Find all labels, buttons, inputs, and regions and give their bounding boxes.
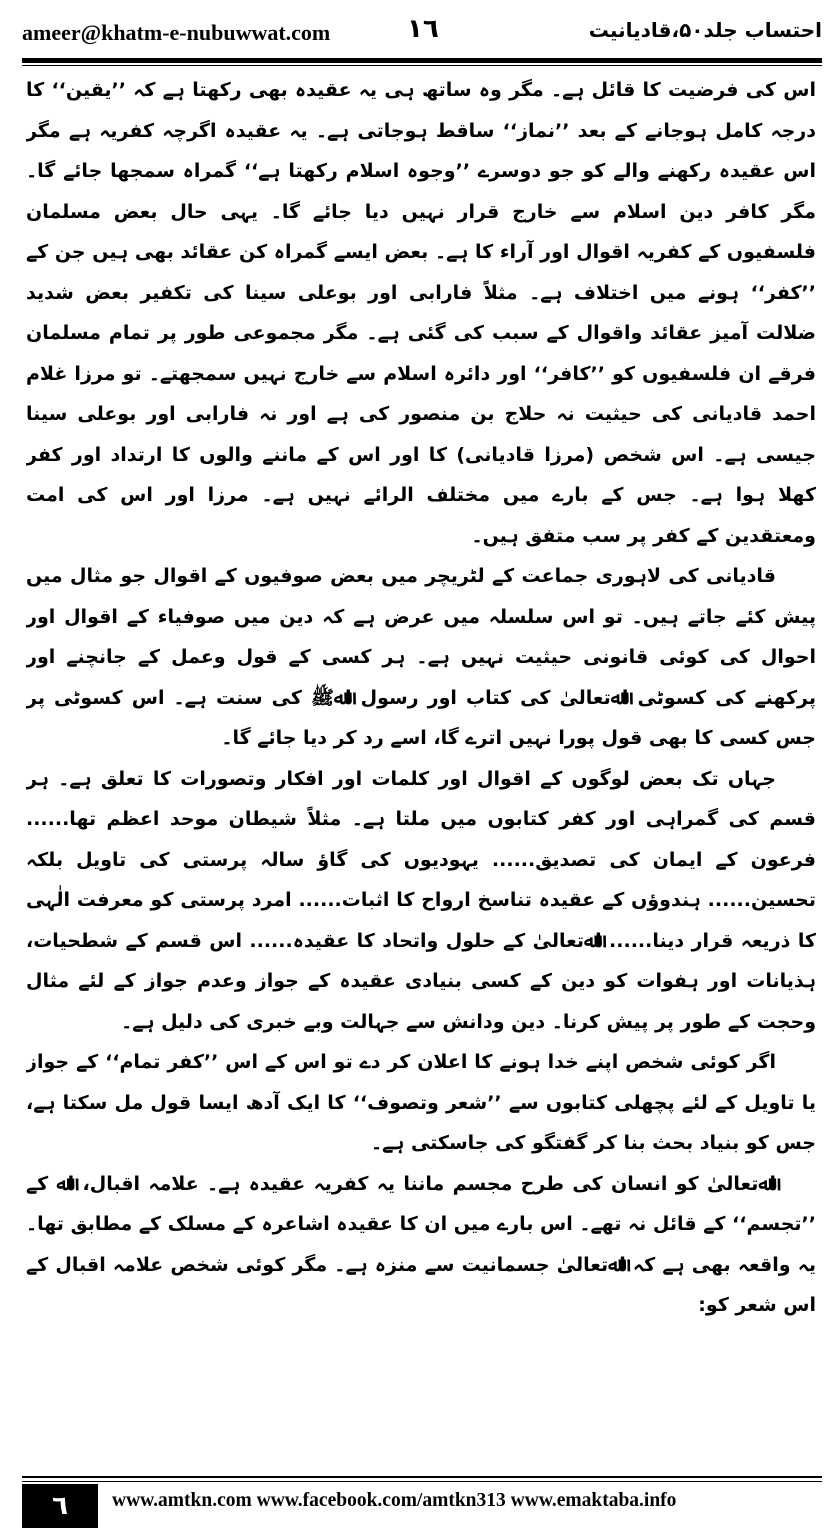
header-title: احتساب جلد۵۰،قادیانیت	[588, 18, 822, 42]
header-rule-thin	[22, 65, 822, 66]
footer-rule	[22, 1476, 822, 1478]
paragraph-5: اﷲتعالیٰ کو انسان کی طرح مجسم ماننا یہ کفریہ عقیدہ ہے۔ علامہ اقبال، اﷲ کے ’’تجسم‘‘ کے قائل نہ تھے۔ اس بارے میں ان کا عقیدہ اشاعرہ کے مسلک کے مطابق تھا۔ یہ واقعہ بھی ہے کہ اﷲتعالیٰ جسمانیت سے منزہ ہے۔ مگر کوئی شخص علامہ اقبال کے اس شعر کو:	[26, 1172, 816, 1316]
paragraph-3: جہاں تک بعض لوگوں کے اقوال اور کلمات اور افکار وتصورات کا تعلق ہے۔ ہر قسم کی گمراہی اور کفر کتابوں میں ملتا ہے۔ مثلاً شیطان موحد اعظم تھا...... فرعون کے ایمان کی تصدیق...... یہودیوں کی گاؤ سالہ پرستی کی تاویل بلکہ تحسین...... ہندوؤں کے عقیدہ تناسخ ارواح کا اثبات...... امرد پرستی کو معرفت الٰہی کا ذریعہ قرار دینا...... اﷲتعالیٰ کے حلول واتحاد کا عقیدہ...... اس قسم کے شطحیات، ہذیانات اور ہفوات کو دین کے کسی بنیادی عقیدہ کے جواز وعدم جواز کے لئے مثال وحجت کے طور پر پیش کرنا۔ دین ودانش سے جہالت وبے خبری کی دلیل ہے۔	[26, 767, 816, 1033]
paragraph-2: قادیانی کی لاہوری جماعت کے لٹریچر میں بعض صوفیوں کے اقوال جو مثال میں پیش کئے جاتے ہیں۔ تو اس سلسلہ میں عرض ہے کہ دین میں صوفیاء کے اقوال اور احوال کی کوئی قانونی حیثیت نہیں ہے۔ ہر کسی کے قول وعمل کے جانچنے اور پرکھنے کی کسوٹی اﷲتعالیٰ کی کتاب اور رسول اﷲﷺ کی سنت ہے۔ اس کسوٹی پر جس کسی کا بھی قول پورا نہیں اترے گا، اسے رد کر دیا جائے گا۔	[26, 565, 816, 749]
header-rule-thick	[22, 58, 822, 63]
footer-page-box: ٦	[22, 1484, 98, 1528]
body-text	[26, 70, 816, 1465]
paragraph-1: اس کی فرضیت کا قائل ہے۔ مگر وہ ساتھ ہی یہ عقیدہ بھی رکھتا ہے کہ ’’یقین‘‘ کا درجہ کامل ہوجانے کے بعد ’’نماز‘‘ ساقط ہوجاتی ہے۔ یہ عقیدہ اگرچہ کفریہ ہے مگر اس عقیدہ رکھنے والے کو جو دوسرے ’’وجوہ اسلام رکھتا ہے‘‘ گمراہ سمجھا جائے گا۔ مگر کافر دین اسلام سے خارج قرار نہیں دیا جائے گا۔ یہی حال بعض مسلمان فلسفیوں کے کفریہ اقوال اور آراء کا ہے۔ بعض ایسے گمراہ کن عقائد بھی ہیں جن کے ’’کفر‘‘ ہونے میں اختلاف ہے۔ مثلاً فارابی اور بوعلی سینا کی تکفیر بعض شدید ضلالت آمیز عقائد واقوال کے سبب کی گئی ہے۔ مگر مجموعی طور پر تمام مسلمان فرقے ان فلسفیوں کو ’’کافر‘‘ اور دائرہ اسلام سے خارج نہیں سمجھتے۔ تو مرزا غلام احمد قادیانی کی حیثیت نہ حلاج بن منصور کی ہے اور نہ فارابی اور بوعلی سینا جیسی ہے۔ اس شخص (مرزا قادیانی) کا اور اس کے ماننے والوں کا ارتداد اور کفر کھلا ہوا ہے۔ جس کے بارے میں مختلف الرائے نہیں ہے۔ مرزا اور اس کی امت ومعتقدین کے کفر پر سب متفق ہیں۔	[26, 79, 816, 547]
footer-rule-thin	[22, 1481, 822, 1482]
header-page-number: ١٦	[407, 14, 439, 44]
header-email: ameer@khatm-e-nubuwwat.com	[22, 20, 331, 45]
page-footer	[22, 1476, 822, 1528]
footer-links: www.amtkn.com www.facebook.com/amtkn313 www.emaktaba.info	[112, 1490, 677, 1511]
page-header	[22, 14, 822, 54]
paragraph-4: اگر کوئی شخص اپنے خدا ہونے کا اعلان کر دے تو اس کے اس ’’کفر تمام‘‘ کے جواز یا تاویل کے لئے پچھلی کتابوں سے ’’شعر وتصوف‘‘ کا ایک آدھ ایسا قول مل سکتا ہے، جس کو بنیاد بحث بنا کر گفتگو کی جاسکتی ہے۔	[26, 1051, 816, 1154]
